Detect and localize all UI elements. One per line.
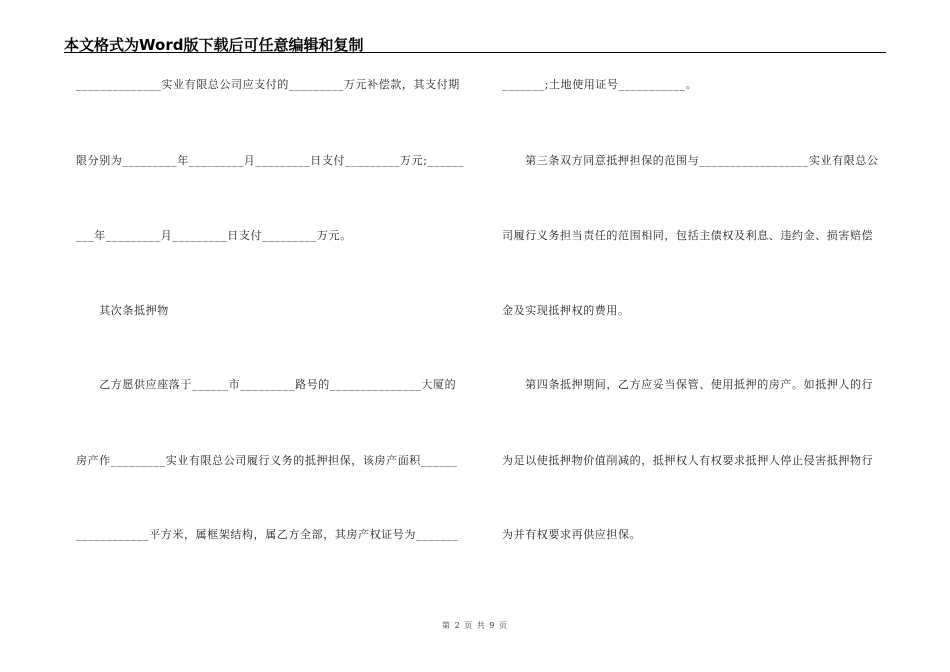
right-line-6: 为足以使抵押物价值削减的，抵押权人有权要求抵押人停止侵害抵押物行 bbox=[502, 454, 874, 467]
document-header-title: 本文格式为Word版下载后可任意编辑和复制 bbox=[64, 36, 364, 54]
right-line-4: 金及实现抵押权的费用。 bbox=[502, 304, 630, 317]
left-line-2: 限分别为_________年_________月_________日支付_________万元;______ bbox=[76, 154, 465, 167]
right-line-7: 为并有权要求再供应担保。 bbox=[502, 528, 642, 541]
left-line-7: ____________平方米，属框架结构，属乙方全部，其房产权证号为_______ bbox=[76, 528, 459, 541]
right-line-3: 司履行义务担当责任的范围相同，包括主债权及利息、违约金、损害赔偿 bbox=[502, 229, 874, 242]
right-line-2: 第三条双方同意抵押担保的范围与__________________实业有限总公 bbox=[502, 154, 879, 167]
right-line-1: _______;土地使用证号___________。 bbox=[502, 78, 698, 91]
right-line-5: 第四条抵押期间，乙方应妥当保管、使用抵押的房产。如抵押人的行 bbox=[502, 378, 874, 391]
header-divider bbox=[64, 52, 886, 53]
left-line-5: 乙方愿供应座落于______市_________路号的_______________大厦的 bbox=[76, 378, 457, 391]
left-line-6: 房产作_________实业有限总公司履行义务的抵押担保，该房产面积______ bbox=[76, 454, 458, 467]
left-line-4-article-heading: 其次条抵押物 bbox=[76, 304, 169, 317]
page-number: 第 2 页 共 9 页 bbox=[442, 621, 508, 630]
left-line-1: ______________实业有限总公司应支付的_________万元补偿款，其支付期 bbox=[76, 78, 460, 91]
left-line-3: ___年_________月_________日支付_________万元。 bbox=[76, 229, 352, 242]
